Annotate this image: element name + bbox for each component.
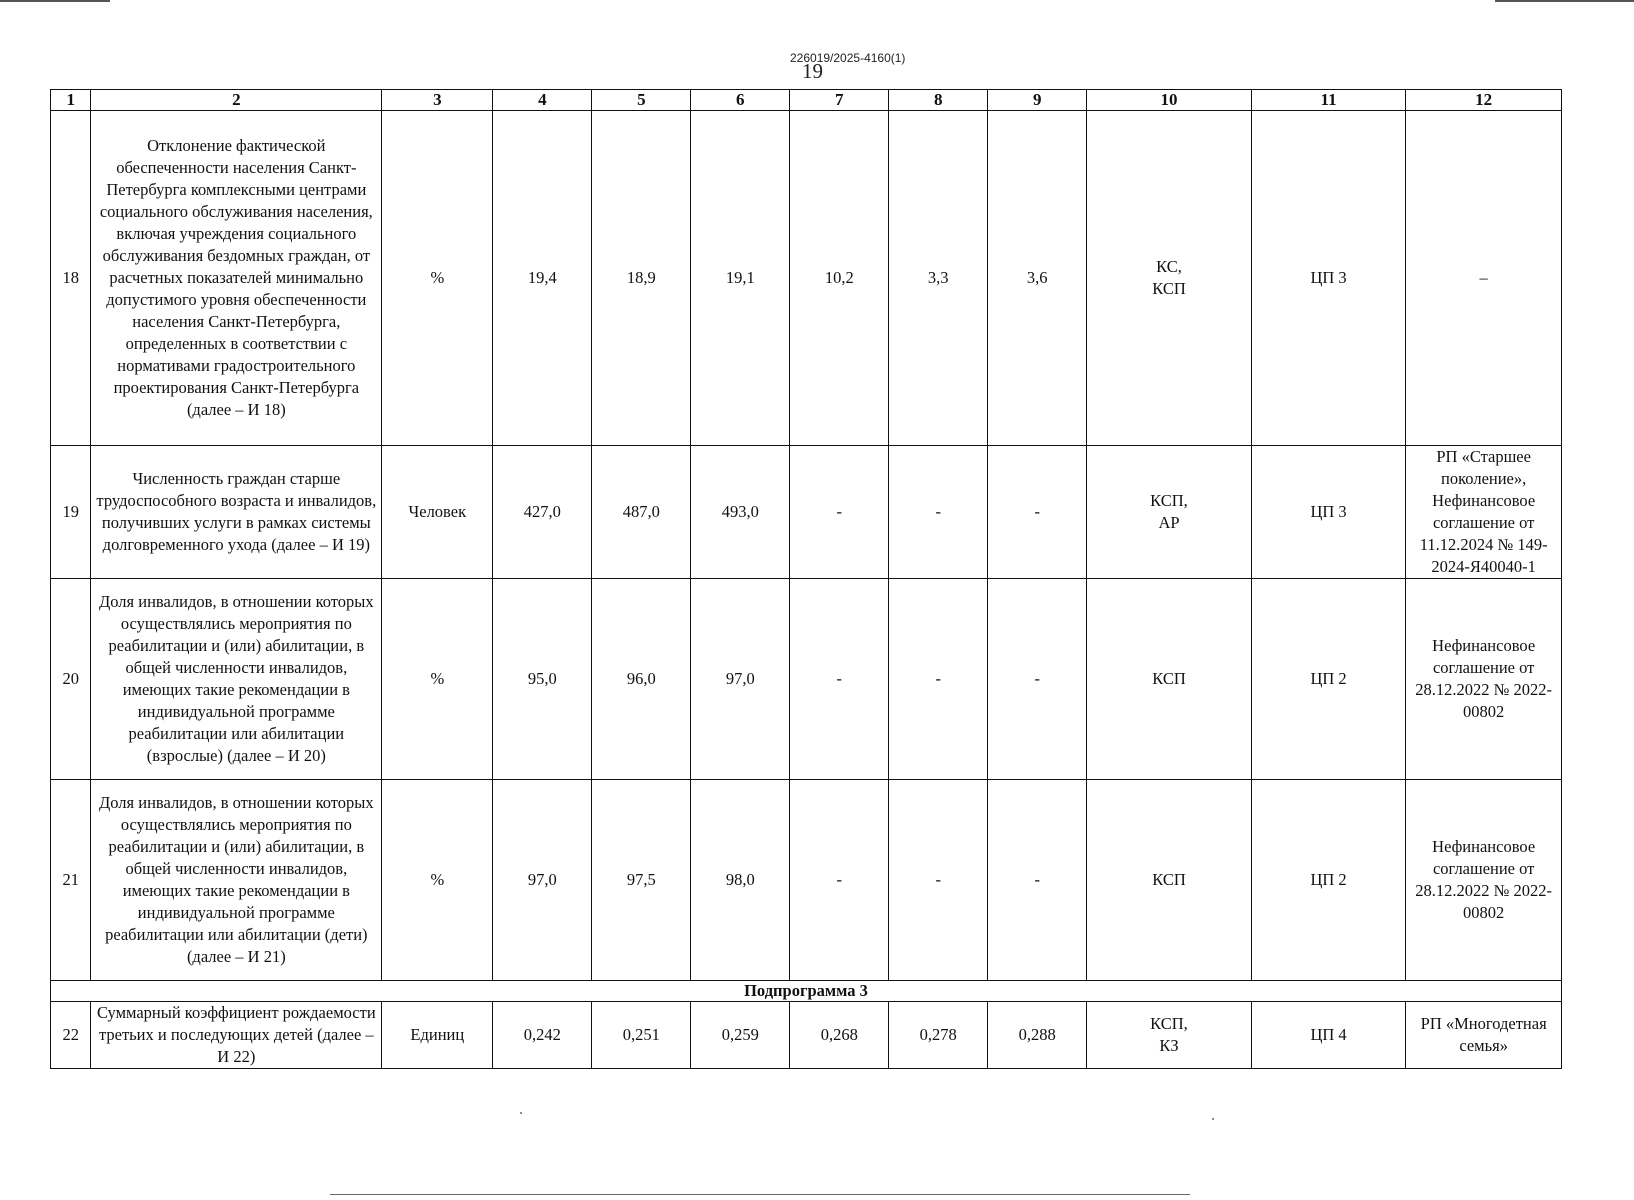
- unit-cell: Единиц: [382, 1002, 493, 1069]
- indicator-description: Отклонение фактической обеспеченности населения Санкт-Петербурга комплексными центрами социального обслуживания населения, включая учреждения социального обслуживания бездомных граждан, от расчетных показателей минимально допустимого уровня обеспеченности населения Санкт-Петербурга, определенных в соответствии с нормативами градостроительного проектирования Санкт-Петербурга (далее – И 18): [91, 111, 382, 446]
- value-cell: 0,242: [493, 1002, 592, 1069]
- scan-edge-right: [1495, 0, 1634, 2]
- column-header: 4: [493, 90, 592, 111]
- indicator-description: Суммарный коэффициент рождаемости третьих и последующих детей (далее – И 22): [91, 1002, 382, 1069]
- unit-cell: %: [382, 111, 493, 446]
- row-number: 20: [51, 579, 91, 780]
- value-cell: 493,0: [691, 446, 790, 579]
- responsible-cell: КС, КСП: [1087, 111, 1252, 446]
- column-header: 9: [988, 90, 1087, 111]
- value-cell: 98,0: [691, 780, 790, 981]
- value-cell: -: [988, 579, 1087, 780]
- column-header: 2: [91, 90, 382, 111]
- responsible-cell: КСП: [1087, 579, 1252, 780]
- value-cell: 0,268: [790, 1002, 889, 1069]
- goal-cell: ЦП 2: [1251, 579, 1406, 780]
- value-cell: 19,4: [493, 111, 592, 446]
- table-row: [51, 446, 1562, 579]
- value-cell: 97,5: [592, 780, 691, 981]
- responsible-cell: КСП, КЗ: [1087, 1002, 1252, 1069]
- indicator-description: Численность граждан старше трудоспособного возраста и инвалидов, получивших услуги в рамках системы долговременного ухода (далее – И 19): [91, 446, 382, 579]
- subprogram-title: Подпрограмма 3: [51, 981, 1562, 1002]
- column-header: 10: [1087, 90, 1252, 111]
- goal-cell: ЦП 2: [1251, 780, 1406, 981]
- scan-edge-left: [0, 0, 110, 2]
- value-cell: 18,9: [592, 111, 691, 446]
- value-cell: 3,6: [988, 111, 1087, 446]
- indicator-description: Доля инвалидов, в отношении которых осуществлялись мероприятия по реабилитации и (или) абилитации, в общей численности инвалидов, имеющих такие рекомендации в индивидуальной программе реабилитации или абилитации (дети) (далее – И 21): [91, 780, 382, 981]
- row-number: 19: [51, 446, 91, 579]
- scan-bottom-line: [330, 1194, 1190, 1195]
- column-header: 12: [1406, 90, 1562, 111]
- responsible-cell: КСП: [1087, 780, 1252, 981]
- column-header: 1: [51, 90, 91, 111]
- value-cell: -: [790, 446, 889, 579]
- page-number: 19: [802, 59, 823, 83]
- document-number: 226019/2025-4160(1): [790, 51, 906, 65]
- column-header: 11: [1251, 90, 1406, 111]
- goal-cell: ЦП 3: [1251, 111, 1406, 446]
- value-cell: 0,251: [592, 1002, 691, 1069]
- unit-cell: %: [382, 780, 493, 981]
- value-cell: 97,0: [493, 780, 592, 981]
- column-header: 3: [382, 90, 493, 111]
- scan-speck: [1212, 1118, 1214, 1120]
- row-number: 21: [51, 780, 91, 981]
- value-cell: 97,0: [691, 579, 790, 780]
- table-row: [51, 780, 1562, 981]
- goal-cell: ЦП 4: [1251, 1002, 1406, 1069]
- basis-cell: Нефинансовое соглашение от 28.12.2022 № 2022-00802: [1406, 780, 1562, 981]
- basis-cell: РП «Старшее поколение», Нефинансовое соглашение от 11.12.2024 № 149-2024-Я40040-1: [1406, 446, 1562, 579]
- scan-speck: [520, 1112, 522, 1114]
- column-header: 8: [889, 90, 988, 111]
- value-cell: 10,2: [790, 111, 889, 446]
- value-cell: -: [790, 780, 889, 981]
- value-cell: 3,3: [889, 111, 988, 446]
- indicators-table: [50, 89, 1562, 1069]
- row-number: 18: [51, 111, 91, 446]
- row-number: 22: [51, 1002, 91, 1069]
- table-row: [51, 1002, 1562, 1069]
- indicator-description: Доля инвалидов, в отношении которых осуществлялись мероприятия по реабилитации и (или) абилитации, в общей численности инвалидов, имеющих такие рекомендации в индивидуальной программе реабилитации или абилитации (взрослые) (далее – И 20): [91, 579, 382, 780]
- table-row: [51, 579, 1562, 780]
- value-cell: -: [889, 579, 988, 780]
- basis-cell: Нефинансовое соглашение от 28.12.2022 № 2022-00802: [1406, 579, 1562, 780]
- value-cell: 96,0: [592, 579, 691, 780]
- value-cell: -: [889, 446, 988, 579]
- value-cell: -: [988, 446, 1087, 579]
- value-cell: 19,1: [691, 111, 790, 446]
- subprogram-row: [51, 981, 1562, 1002]
- value-cell: 0,278: [889, 1002, 988, 1069]
- value-cell: 427,0: [493, 446, 592, 579]
- value-cell: 0,288: [988, 1002, 1087, 1069]
- basis-cell: РП «Многодетная семья»: [1406, 1002, 1562, 1069]
- column-header: 6: [691, 90, 790, 111]
- goal-cell: ЦП 3: [1251, 446, 1406, 579]
- value-cell: 95,0: [493, 579, 592, 780]
- value-cell: 487,0: [592, 446, 691, 579]
- table-row: [51, 111, 1562, 446]
- value-cell: 0,259: [691, 1002, 790, 1069]
- unit-cell: %: [382, 579, 493, 780]
- responsible-cell: КСП, АР: [1087, 446, 1252, 579]
- value-cell: -: [988, 780, 1087, 981]
- table-header-row: [51, 90, 1562, 111]
- value-cell: -: [889, 780, 988, 981]
- column-header: 5: [592, 90, 691, 111]
- basis-cell: –: [1406, 111, 1562, 446]
- value-cell: -: [790, 579, 889, 780]
- column-header: 7: [790, 90, 889, 111]
- unit-cell: Человек: [382, 446, 493, 579]
